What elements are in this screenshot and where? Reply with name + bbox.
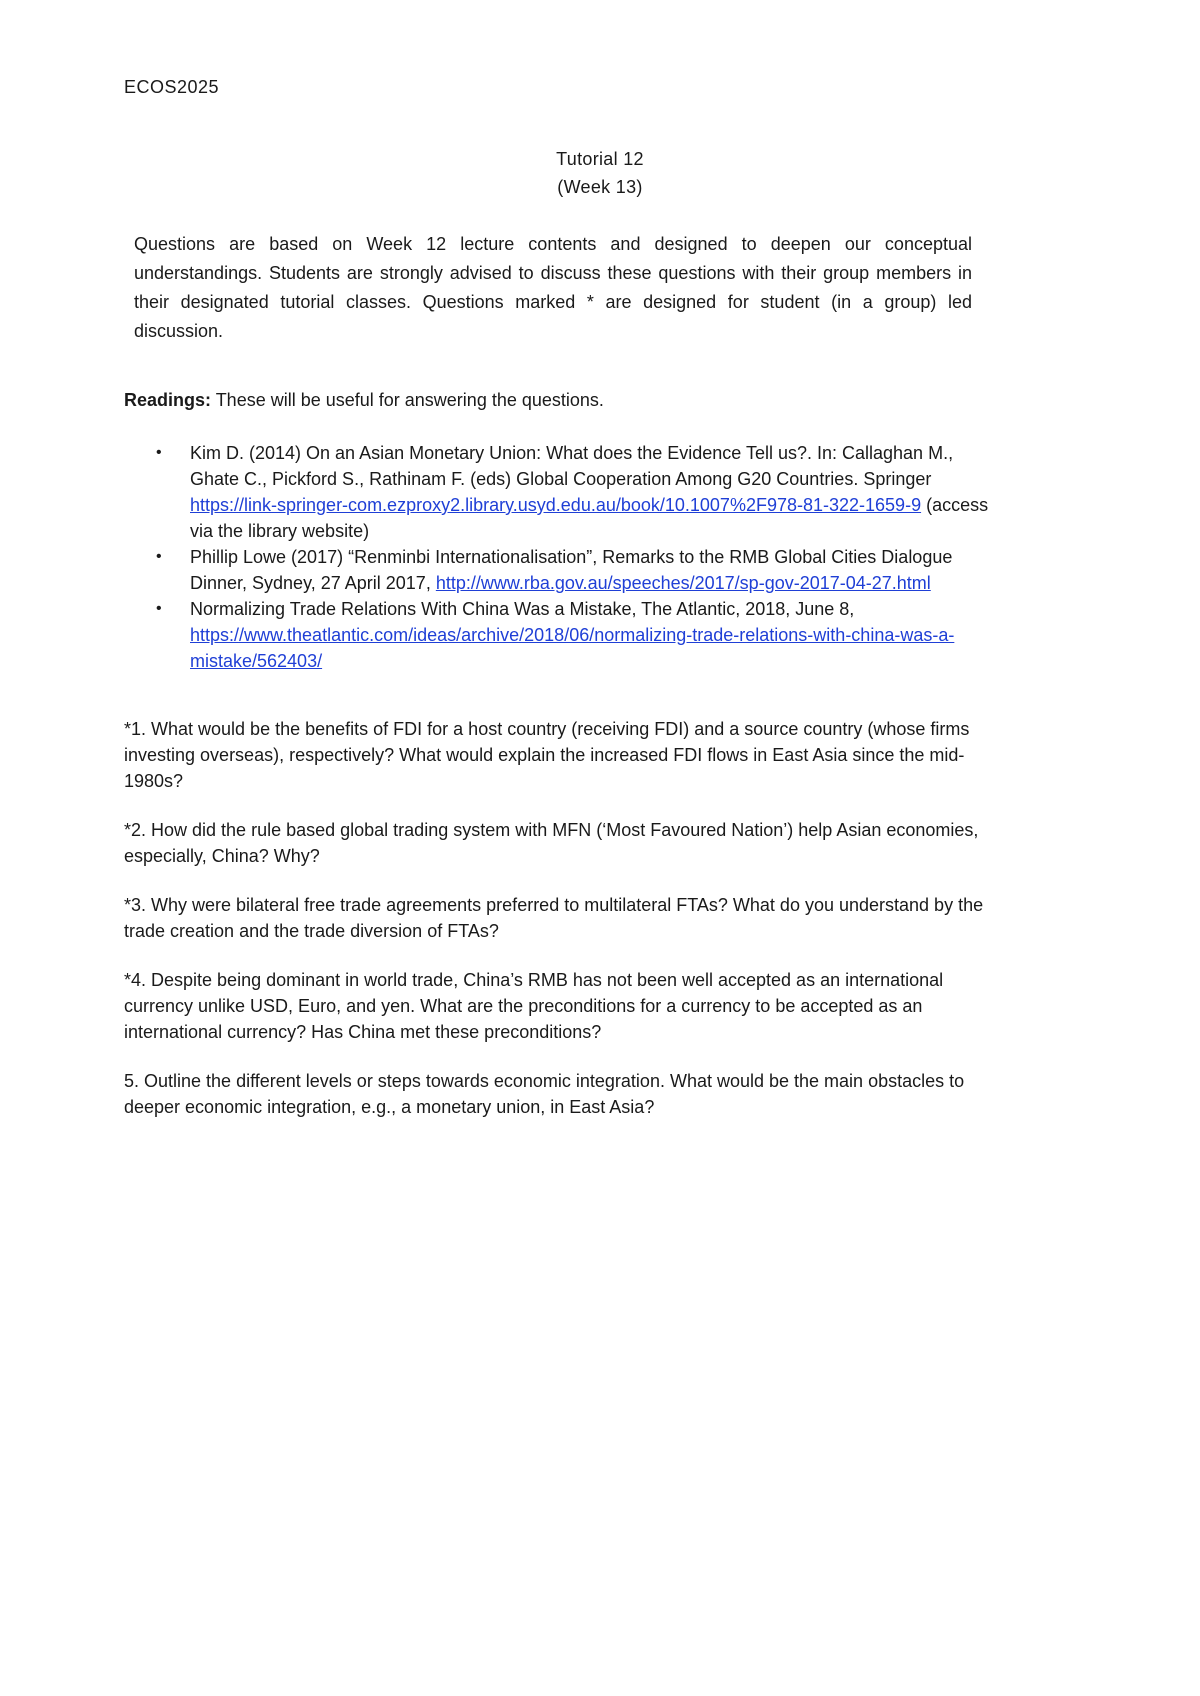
intro-paragraph: Questions are based on Week 12 lecture contents and designed to deepen our conceptual understandings. Students are strongly advised to discuss these questions with their group members in their designated tutorial classes. Questions marked * are designed for student (in a group) led discussion. [134, 234, 972, 341]
reading-link[interactable]: https://www.theatlantic.com/ideas/archive/2018/06/normalizing-trade-relations-with-china-was-a-mistake/562403/ [190, 625, 955, 671]
reading-list [150, 440, 990, 674]
readings-text: These will be useful for answering the questions. [211, 390, 604, 410]
question-3: *3. Why were bilateral free trade agreements preferred to multilateral FTAs? What do you understand by the trade creation and the trade diversion of FTAs? [124, 895, 984, 941]
title-line-1: Tutorial 12 [556, 149, 644, 169]
question-5: 5. Outline the different levels or steps towards economic integration. What would be the main obstacles to deeper economic integration, e.g., a monetary union, in East Asia? [124, 1071, 965, 1117]
readings-label: Readings: [124, 390, 212, 410]
reading-link[interactable]: https://link-springer-com.ezproxy2.library.usyd.edu.au/book/10.1007%2F978-81-322-1659-9 [190, 495, 922, 515]
questions-section [124, 716, 1004, 1143]
reading-citation: Phillip Lowe (2017) “Renminbi Internationalisation”, Remarks to the RMB Global Cities Dialogue Dinner, Sydney, 27 April 2017, [190, 547, 953, 593]
course-code: ECOS2025 [124, 77, 220, 97]
reading-citation: Kim D. (2014) On an Asian Monetary Union: What does the Evidence Tell us?. In: Callaghan M., Ghate C., Pickford S., Rathinam F. (eds) Global Cooperation Among G20 Countries. Springer [190, 443, 954, 489]
bullet-icon: • [156, 444, 162, 461]
bullet-icon: • [156, 548, 162, 565]
document-title [0, 145, 1200, 201]
readings-heading [124, 387, 604, 413]
reading-item [150, 596, 990, 674]
question-2: *2. How did the rule based global trading system with MFN (‘Most Favoured Nation’) help Asian economies, especially, China? Why? [124, 820, 979, 866]
reading-note: (access via the library website) [190, 495, 989, 541]
reading-citation: Normalizing Trade Relations With China Was a Mistake, The Atlantic, 2018, June 8, [190, 599, 855, 619]
question-1: *1. What would be the benefits of FDI for a host country (receiving FDI) and a source country (whose firms investing overseas), respectively? What would explain the increased FDI flows in East Asia since the mid-1980s? [124, 719, 970, 791]
reading-item [150, 544, 990, 596]
reading-link[interactable]: http://www.rba.gov.au/speeches/2017/sp-gov-2017-04-27.html [435, 573, 931, 593]
reading-item [150, 440, 990, 544]
question-4: *4. Despite being dominant in world trade, China’s RMB has not been well accepted as an international currency unlike USD, Euro, and yen. What are the preconditions for a currency to be accepted as an international currency? Has China met these preconditions? [124, 970, 944, 1042]
title-line-2: (Week 13) [557, 177, 643, 197]
bullet-icon: • [156, 600, 162, 617]
